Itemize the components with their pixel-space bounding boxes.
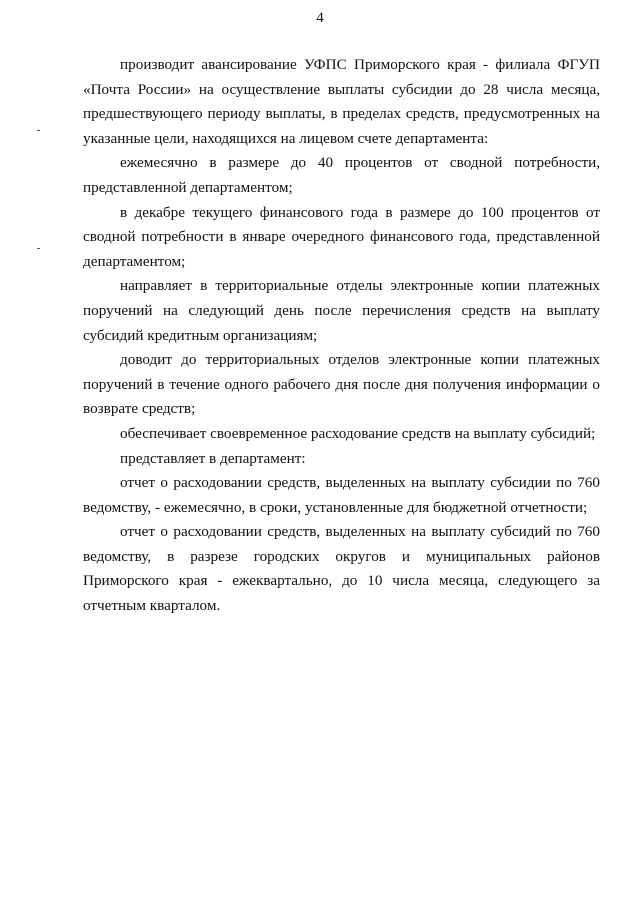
paragraph: обеспечивает своевременное расходование средств на выплату субсидий;: [120, 424, 596, 442]
paragraph: в декабре текущего финансового года в размере до 100 процентов от сводной потребности в январе очередного финансового года, представленной департаментом;: [83, 203, 600, 270]
paragraph: доводит до территориальных отделов электронные копии платежных поручений в течение одного рабочего дня после дня получения информации о возврате средств;: [83, 351, 600, 418]
page-number: 4: [316, 10, 324, 26]
paragraph: направляет в территориальные отделы электронные копии платежных поручений на следующий день после перечисления средств на выплату субсидий кредитным организациям;: [83, 277, 600, 344]
margin-mark: [37, 130, 40, 131]
margin-mark: [37, 248, 40, 249]
body-text: [83, 53, 600, 619]
paragraph: ежемесячно в размере до 40 процентов от сводной потребности, представленной департаментом;: [83, 154, 600, 196]
paragraph: представляет в департамент:: [120, 449, 306, 467]
paragraph: производит авансирование УФПС Приморского края - филиала ФГУП «Почта России» на осуществление выплаты субсидии до 28 числа месяца, предшествующего периоду выплаты, в пределах средств, предусмотренных на указанные цели, находящихся на лицевом счете департамента:: [83, 56, 600, 147]
paragraph: отчет о расходовании средств, выделенных на выплату субсидий по 760 ведомству, в разрезе городских округов и муниципальных районов Приморского края - ежеквартально, до 10 числа месяца, следующего за отчетным кварталом.: [83, 523, 600, 615]
paragraph: отчет о расходовании средств, выделенных на выплату субсидии по 760 ведомству, - ежемесячно, в сроки, установленные для бюджетной отчетности;: [83, 474, 600, 516]
